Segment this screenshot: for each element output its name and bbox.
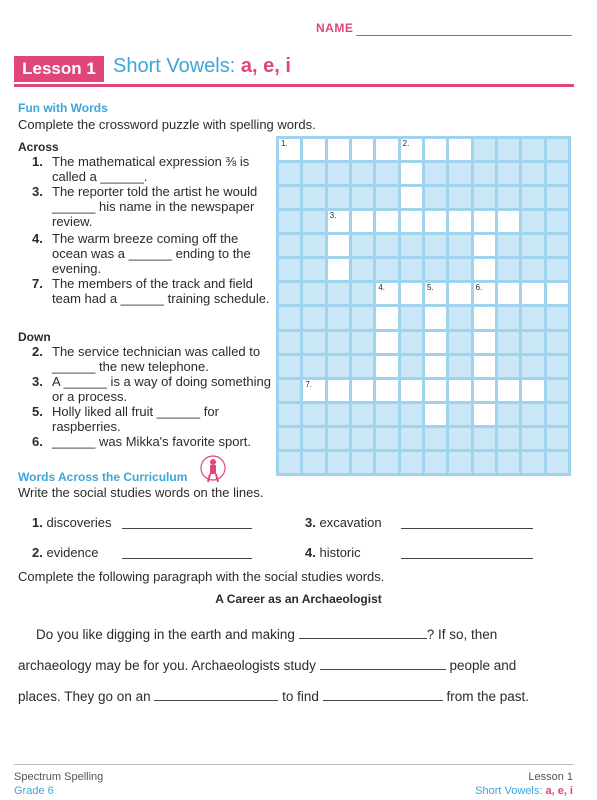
clue-across-7 [32, 276, 277, 306]
crossword-blank-cell [401, 307, 422, 328]
crossword-blank-cell [522, 163, 543, 184]
crossword-answer-cell[interactable] [352, 380, 373, 401]
clue-number: 3. [32, 184, 43, 199]
crossword-answer-cell[interactable] [328, 380, 349, 401]
crossword-answer-cell[interactable] [352, 139, 373, 160]
crossword-blank-cell [303, 283, 324, 304]
crossword-answer-cell[interactable] [449, 380, 470, 401]
footer-lesson-vowels: a, e, i [545, 785, 573, 797]
crossword-blank-cell [547, 307, 568, 328]
crossword-answer-cell[interactable] [401, 380, 422, 401]
crossword-answer-cell[interactable] [474, 332, 495, 353]
word-number: 1. [32, 515, 43, 530]
crossword-answer-cell[interactable] [474, 259, 495, 280]
crossword-blank-cell [449, 259, 470, 280]
word-text: excavation [319, 515, 382, 530]
footer-divider [14, 764, 574, 765]
crossword-answer-cell[interactable] [474, 307, 495, 328]
crossword-blank-cell [449, 187, 470, 208]
crossword-blank-cell [376, 163, 397, 184]
crossword-blank-cell [376, 187, 397, 208]
crossword-blank-cell [303, 235, 324, 256]
crossword-blank-cell [449, 307, 470, 328]
crossword-answer-cell[interactable] [498, 380, 519, 401]
clue-number: 7. [32, 276, 43, 291]
crossword-grid [276, 136, 571, 476]
crossword-answer-cell[interactable] [328, 259, 349, 280]
lesson-badge: Lesson 1 [14, 56, 104, 82]
crossword-blank-cell [303, 428, 324, 449]
crossword-clue-number: 4. [378, 283, 385, 293]
crossword-blank-cell [547, 163, 568, 184]
crossword-blank-cell [474, 139, 495, 160]
crossword-blank-cell [352, 163, 373, 184]
word-blank-2[interactable] [122, 558, 252, 559]
crossword-blank-cell [279, 332, 300, 353]
crossword-answer-cell[interactable] [522, 283, 543, 304]
crossword-blank-cell [303, 332, 324, 353]
crossword-blank-cell [352, 452, 373, 473]
crossword-blank-cell [547, 187, 568, 208]
paragraph-text: archaeology may be for you. Archaeologists study [18, 658, 316, 673]
crossword-answer-cell[interactable] [328, 235, 349, 256]
word-number: 4. [305, 545, 316, 560]
clue-down-2 [32, 344, 277, 374]
lesson-title [113, 55, 291, 78]
paragraph-text: people and [449, 658, 517, 673]
crossword-blank-cell [279, 428, 300, 449]
crossword-answer-cell[interactable] [328, 211, 349, 232]
crossword-blank-cell [328, 283, 349, 304]
crossword-blank-cell [425, 428, 446, 449]
crossword-blank-cell [425, 259, 446, 280]
crossword-blank-cell [498, 356, 519, 377]
crossword-blank-cell [522, 259, 543, 280]
word-row-4 [305, 545, 361, 560]
clue-text: Holly liked all fruit ______ for raspberries. [52, 404, 219, 434]
crossword-answer-cell[interactable] [425, 139, 446, 160]
crossword-blank-cell [401, 428, 422, 449]
clue-text: A ______ is a way of doing something or a process. [52, 374, 271, 404]
clue-text: The reporter told the artist he would ______ his name in the newspaper review. [52, 184, 258, 229]
crossword-blank-cell [401, 235, 422, 256]
crossword-blank-cell [303, 211, 324, 232]
crossword-blank-cell [522, 452, 543, 473]
crossword-answer-cell[interactable] [425, 356, 446, 377]
crossword-blank-cell [352, 259, 373, 280]
crossword-blank-cell [498, 332, 519, 353]
curriculum-person-icon [200, 455, 226, 485]
crossword-blank-cell [328, 187, 349, 208]
crossword-blank-cell [547, 428, 568, 449]
crossword-blank-cell [498, 259, 519, 280]
paragraph-text: places. They go on an [18, 689, 151, 704]
crossword-blank-cell [522, 307, 543, 328]
across-heading: Across [18, 140, 59, 154]
crossword-answer-cell[interactable] [474, 235, 495, 256]
crossword-blank-cell [522, 139, 543, 160]
crossword-blank-cell [279, 452, 300, 473]
crossword-blank-cell [547, 235, 568, 256]
fun-with-words-instruction: Complete the crossword puzzle with spelling words. [18, 117, 316, 132]
crossword-answer-cell[interactable] [401, 163, 422, 184]
crossword-blank-cell [376, 428, 397, 449]
curriculum-instruction: Write the social studies words on the lines. [18, 485, 264, 500]
crossword-blank-cell [498, 235, 519, 256]
crossword-blank-cell [303, 259, 324, 280]
paragraph-blank[interactable] [320, 669, 446, 670]
crossword-blank-cell [547, 139, 568, 160]
lesson-title-text: Short Vowels: [113, 55, 241, 77]
crossword-blank-cell [474, 163, 495, 184]
crossword-blank-cell [522, 187, 543, 208]
paragraph-line-2 [18, 651, 516, 681]
crossword-blank-cell [303, 404, 324, 425]
crossword-blank-cell [401, 332, 422, 353]
crossword-answer-cell[interactable] [498, 283, 519, 304]
clue-number: 4. [32, 231, 43, 246]
crossword-blank-cell [303, 356, 324, 377]
crossword-answer-cell[interactable] [425, 380, 446, 401]
crossword-answer-cell[interactable] [474, 356, 495, 377]
clue-number: 5. [32, 404, 43, 419]
crossword-blank-cell [279, 404, 300, 425]
paragraph-line-1 [36, 620, 497, 650]
crossword-blank-cell [425, 235, 446, 256]
crossword-blank-cell [352, 283, 373, 304]
crossword-blank-cell [328, 428, 349, 449]
crossword-blank-cell [279, 356, 300, 377]
crossword-blank-cell [547, 452, 568, 473]
crossword-blank-cell [547, 211, 568, 232]
curriculum-heading: Words Across the Curriculum [18, 470, 188, 484]
footer-grade: Grade 6 [14, 785, 54, 797]
crossword-blank-cell [474, 452, 495, 473]
crossword-answer-cell[interactable] [376, 211, 397, 232]
crossword-blank-cell [279, 235, 300, 256]
crossword-blank-cell [449, 452, 470, 473]
clue-text: The service technician was called to ______ the new telephone. [52, 344, 261, 374]
paragraph-line-3 [18, 682, 529, 712]
crossword-blank-cell [352, 404, 373, 425]
crossword-blank-cell [449, 404, 470, 425]
crossword-blank-cell [498, 139, 519, 160]
crossword-answer-cell[interactable] [498, 211, 519, 232]
crossword-answer-cell[interactable] [425, 283, 446, 304]
crossword-answer-cell[interactable] [376, 332, 397, 353]
crossword-blank-cell [328, 404, 349, 425]
crossword-blank-cell [547, 259, 568, 280]
name-blank[interactable] [356, 35, 572, 36]
clue-down-3 [32, 374, 277, 404]
crossword-blank-cell [279, 187, 300, 208]
crossword-answer-cell[interactable] [449, 211, 470, 232]
clue-number: 6. [32, 434, 43, 449]
crossword-blank-cell [352, 307, 373, 328]
name-label: NAME [316, 21, 354, 35]
crossword-answer-cell[interactable] [425, 307, 446, 328]
crossword-blank-cell [547, 332, 568, 353]
crossword-blank-cell [352, 235, 373, 256]
word-blank-1[interactable] [122, 528, 252, 529]
crossword-blank-cell [352, 356, 373, 377]
clue-across-4 [32, 231, 277, 276]
word-row-1 [32, 515, 112, 530]
crossword-answer-cell[interactable] [376, 307, 397, 328]
paragraph-text: to find [282, 689, 319, 704]
clue-across-1 [32, 154, 277, 184]
crossword-answer-cell[interactable] [328, 139, 349, 160]
crossword-blank-cell [522, 428, 543, 449]
word-number: 2. [32, 545, 43, 560]
crossword-answer-cell[interactable] [474, 380, 495, 401]
footer-book-title: Spectrum Spelling [14, 771, 104, 783]
crossword-blank-cell [425, 452, 446, 473]
paragraph-text: ? If so, then [426, 627, 498, 642]
crossword-blank-cell [328, 307, 349, 328]
crossword-blank-cell [328, 332, 349, 353]
crossword-blank-cell [352, 428, 373, 449]
crossword-blank-cell [498, 187, 519, 208]
crossword-clue-number: 1. [281, 139, 288, 148]
crossword-answer-cell[interactable] [303, 380, 324, 401]
crossword-blank-cell [449, 332, 470, 353]
clue-number: 3. [32, 374, 43, 389]
crossword-blank-cell [352, 332, 373, 353]
crossword-blank-cell [303, 452, 324, 473]
clue-text: The mathematical expression ⅜ is called a ______. [52, 154, 250, 184]
crossword-answer-cell[interactable] [376, 356, 397, 377]
crossword-blank-cell [522, 332, 543, 353]
crossword-blank-cell [449, 163, 470, 184]
clue-text: ______ was Mikka's favorite sport. [52, 434, 252, 449]
word-text: historic [319, 545, 361, 560]
crossword-blank-cell [303, 163, 324, 184]
crossword-blank-cell [425, 187, 446, 208]
crossword-blank-cell [449, 428, 470, 449]
crossword-blank-cell [279, 163, 300, 184]
crossword-answer-cell[interactable] [279, 139, 300, 160]
down-heading: Down [18, 330, 51, 344]
crossword-answer-cell[interactable] [376, 380, 397, 401]
crossword-blank-cell [376, 235, 397, 256]
crossword-answer-cell[interactable] [449, 139, 470, 160]
crossword-blank-cell [498, 307, 519, 328]
crossword-blank-cell [522, 404, 543, 425]
word-blank-4[interactable] [401, 558, 533, 559]
crossword-blank-cell [449, 356, 470, 377]
clue-text: The members of the track and field team had a ______ training schedule. [52, 276, 270, 306]
crossword-blank-cell [522, 211, 543, 232]
crossword-answer-cell[interactable] [303, 139, 324, 160]
crossword-blank-cell [522, 235, 543, 256]
paragraph-blank[interactable] [299, 638, 427, 639]
crossword-answer-cell[interactable] [401, 187, 422, 208]
crossword-blank-cell [279, 380, 300, 401]
crossword-blank-cell [498, 428, 519, 449]
crossword-blank-cell [376, 452, 397, 473]
paragraph-blank[interactable] [323, 700, 443, 701]
title-divider [14, 84, 574, 87]
crossword-clue-number: 3. [329, 211, 337, 221]
crossword-clue-number: 7. [305, 379, 312, 389]
crossword-blank-cell [328, 163, 349, 184]
crossword-blank-cell [401, 356, 422, 377]
crossword-blank-cell [303, 187, 324, 208]
word-row-3 [305, 515, 382, 530]
paragraph-title: A Career as an Archaeologist [215, 592, 382, 606]
crossword-answer-cell[interactable] [425, 332, 446, 353]
crossword-blank-cell [328, 452, 349, 473]
crossword-blank-cell [498, 452, 519, 473]
paragraph-text: Do you like digging in the earth and making [36, 627, 295, 642]
crossword-blank-cell [474, 428, 495, 449]
word-row-2 [32, 545, 99, 560]
crossword-blank-cell [303, 307, 324, 328]
crossword-blank-cell [279, 211, 300, 232]
crossword-answer-cell[interactable] [425, 211, 446, 232]
lesson-title-vowels: a, e, i [240, 55, 291, 77]
clue-number: 1. [32, 154, 43, 169]
crossword-answer-cell[interactable] [449, 283, 470, 304]
crossword-blank-cell [547, 356, 568, 377]
crossword-blank-cell [522, 356, 543, 377]
clue-down-5 [32, 404, 277, 434]
clue-text: The warm breeze coming off the ocean was a ______ ending to the evening. [52, 231, 251, 276]
crossword-answer-cell[interactable] [547, 283, 568, 304]
crossword-clue-number: 6. [475, 283, 483, 293]
crossword-answer-cell[interactable] [376, 283, 397, 304]
crossword-answer-cell[interactable] [401, 211, 422, 232]
paragraph-text: from the past. [446, 689, 529, 704]
crossword-blank-cell [547, 404, 568, 425]
crossword-answer-cell[interactable] [401, 139, 422, 160]
word-text: evidence [46, 545, 99, 560]
crossword-answer-cell[interactable] [474, 404, 495, 425]
crossword-answer-cell[interactable] [474, 211, 495, 232]
crossword-blank-cell [352, 187, 373, 208]
crossword-blank-cell [376, 259, 397, 280]
crossword-blank-cell [474, 187, 495, 208]
crossword-blank-cell [328, 356, 349, 377]
crossword-answer-cell[interactable] [425, 404, 446, 425]
footer-lesson: Lesson 1 [528, 771, 573, 783]
paragraph-blank[interactable] [154, 700, 278, 701]
clue-across-3 [32, 184, 277, 229]
crossword-blank-cell [279, 259, 300, 280]
crossword-blank-cell [376, 404, 397, 425]
clue-down-6 [32, 434, 277, 449]
clue-number: 2. [32, 344, 43, 359]
crossword-blank-cell [279, 283, 300, 304]
fun-with-words-heading: Fun with Words [18, 101, 108, 115]
crossword-blank-cell [401, 259, 422, 280]
crossword-answer-cell[interactable] [376, 139, 397, 160]
paragraph-instruction: Complete the following paragraph with the social studies words. [18, 569, 385, 584]
word-number: 3. [305, 515, 316, 530]
crossword-blank-cell [279, 307, 300, 328]
crossword-clue-number: 2. [402, 139, 410, 148]
crossword-blank-cell [401, 404, 422, 425]
crossword-blank-cell [449, 235, 470, 256]
crossword-blank-cell [425, 163, 446, 184]
crossword-blank-cell [498, 404, 519, 425]
crossword-clue-number: 5. [427, 283, 434, 293]
footer-lesson-title [475, 785, 573, 797]
crossword-blank-cell [498, 163, 519, 184]
crossword-blank-cell [401, 452, 422, 473]
crossword-answer-cell[interactable] [474, 283, 495, 304]
crossword-answer-cell[interactable] [352, 211, 373, 232]
crossword-blank-cell [547, 380, 568, 401]
crossword-answer-cell[interactable] [401, 283, 422, 304]
footer-lesson-title-text: Short Vowels: [475, 785, 546, 797]
word-blank-3[interactable] [401, 528, 533, 529]
word-text: discoveries [46, 515, 112, 530]
crossword-answer-cell[interactable] [522, 380, 543, 401]
